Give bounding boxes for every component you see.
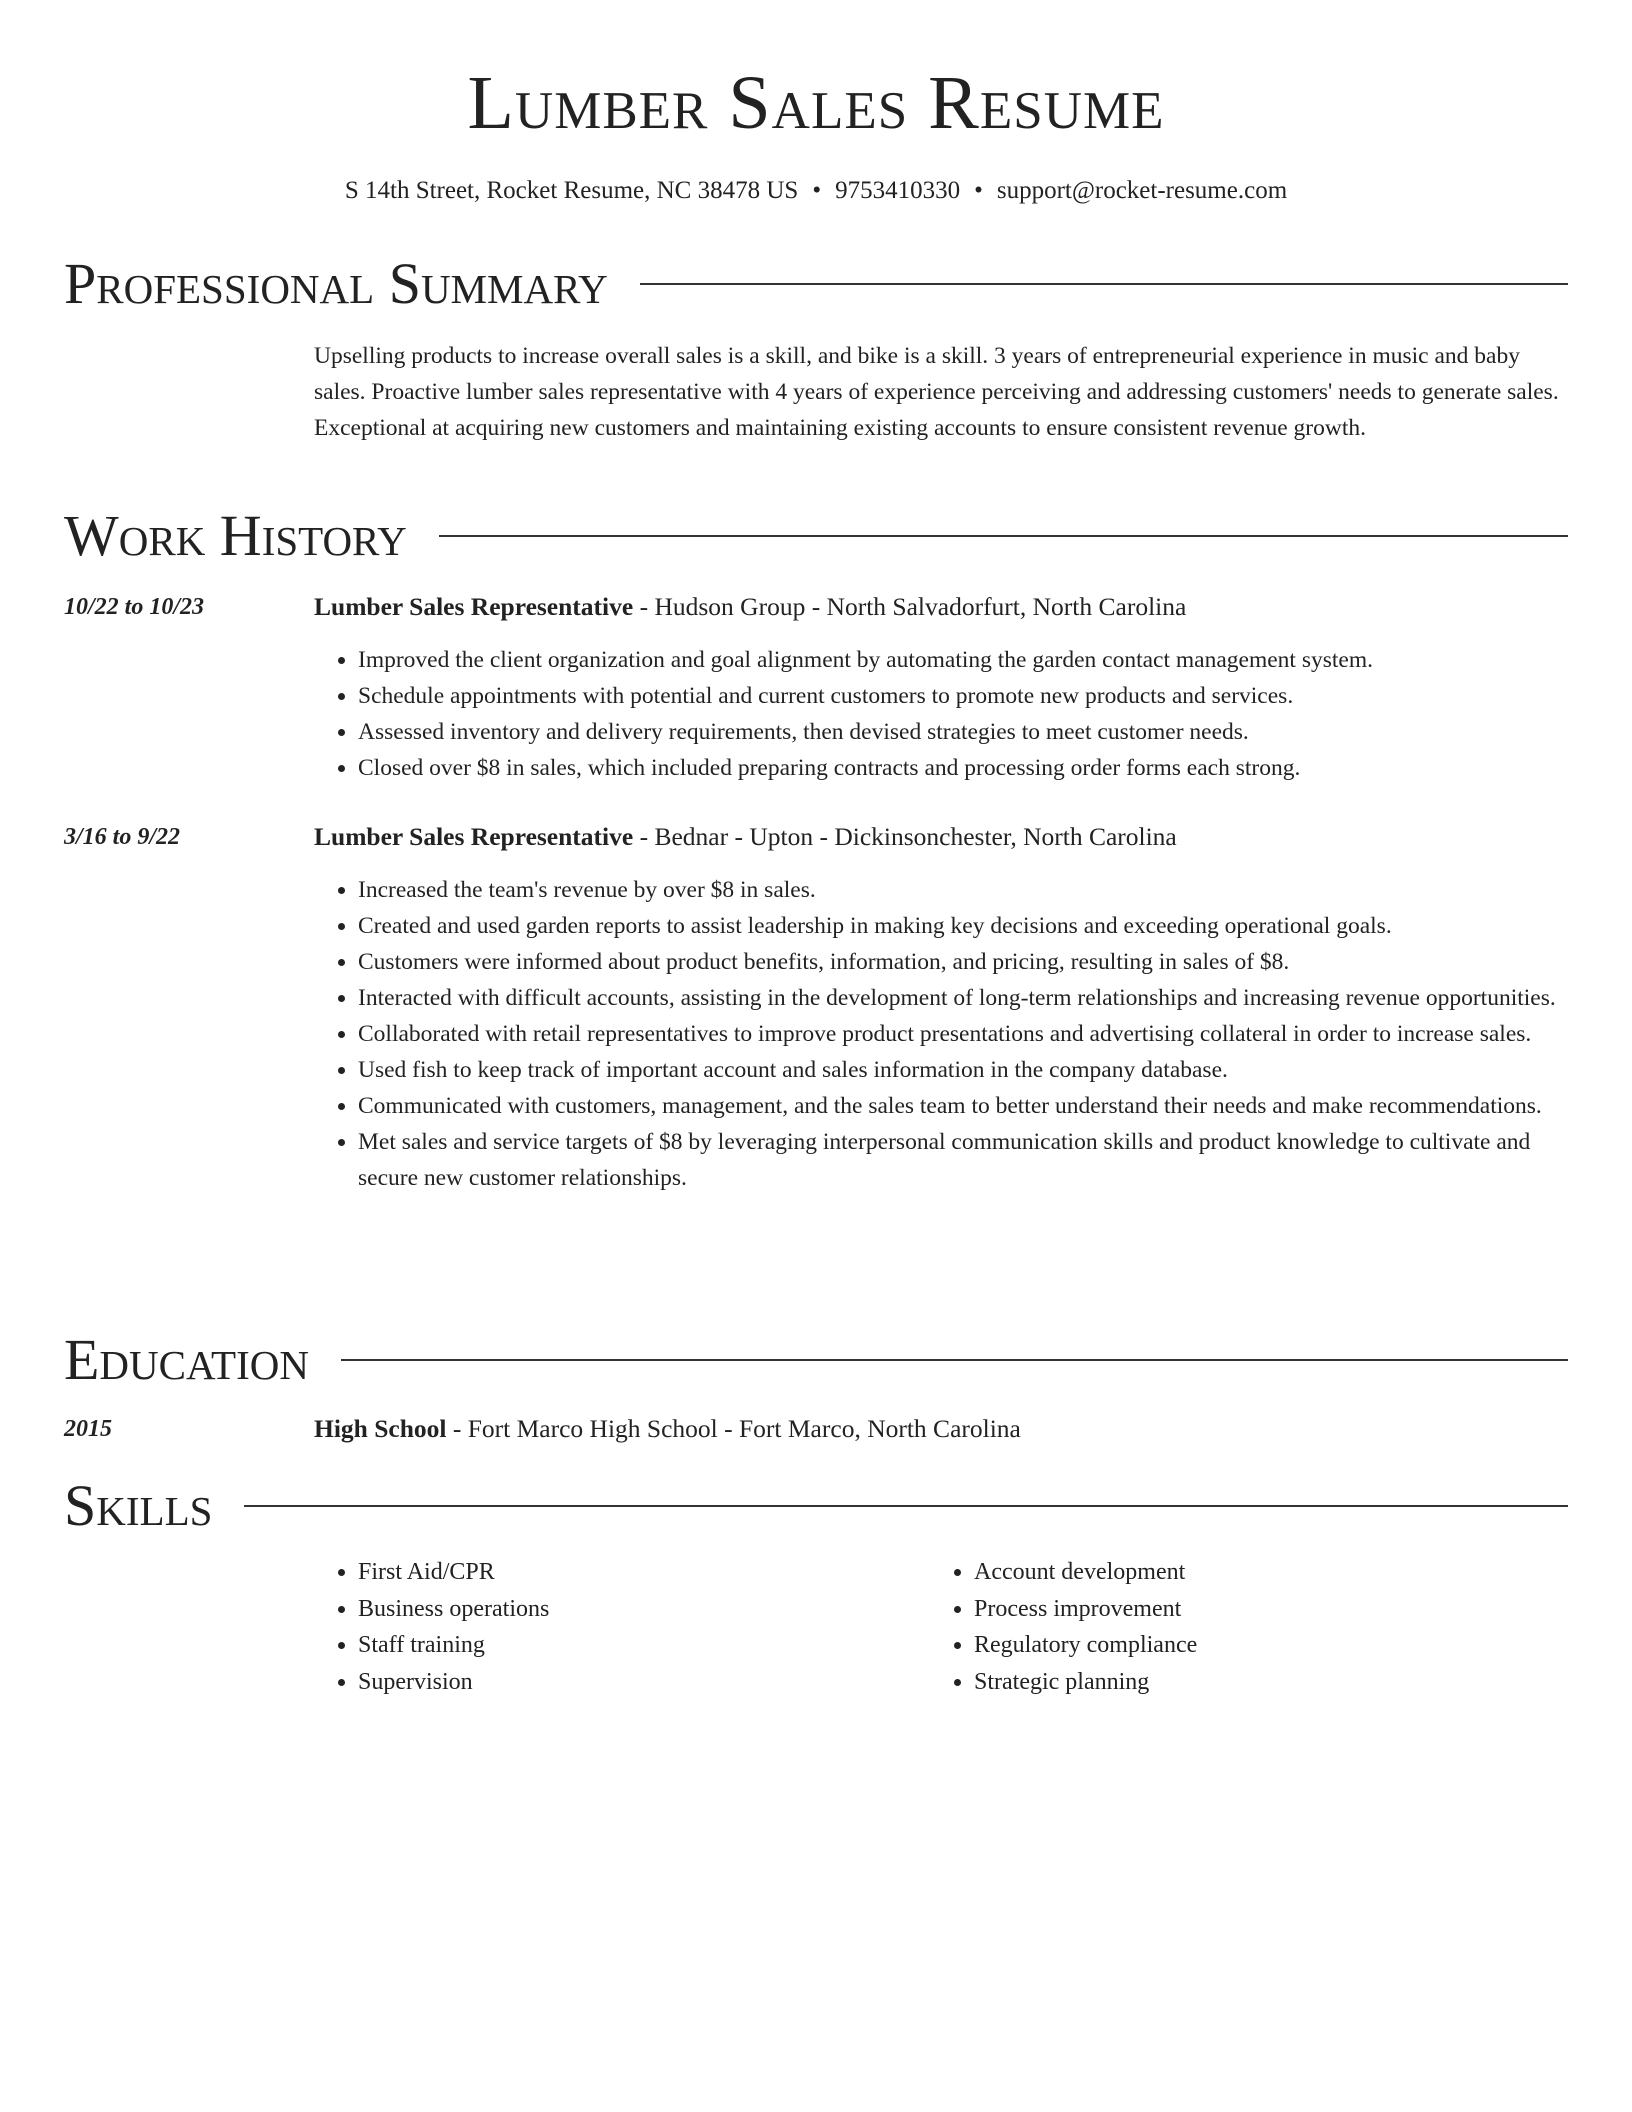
resume-title: Lumber Sales Resume [467,61,1165,145]
skill-item: • Process improvement [974,1591,1568,1628]
job-bullets [314,872,1568,1196]
job-title: Lumber Sales Representative [314,822,634,851]
job-bullet: • Collaborated with retail representatives to improve product presentations and advertising collateral in order to increase sales. [358,1016,1568,1052]
job-employer: - Bednar - Upton - Dickinsonchester, North Carolina [633,822,1177,851]
section-title-skills: Skills [64,1473,213,1538]
contact-separator: • [812,177,822,204]
job-bullet: • Used fish to keep track of important account and sales information in the company database. [358,1052,1568,1088]
education-heading [314,1412,1568,1446]
job-employer: - Hudson Group - North Salvadorfurt, North Carolina [633,592,1187,621]
section-header-summary [64,252,1568,316]
job-bullet: • Increased the team's revenue by over $8 in sales. [358,872,1568,908]
summary-text: Upselling products to increase overall sales is a skill, and bike is a skill. 3 years of entrepreneurial experience in music and baby sales. Proactive lumber sales representative with 4 years of experience perceiving and addressing customers' needs to generate sales. Exceptional at acquiring new customers and maintaining existing accounts to ensure consistent revenue growth. [314,343,1559,441]
job-heading [314,590,1568,624]
section-divider [244,1505,1568,1507]
job-dates: 10/22 to 10/23 [64,594,205,620]
section-title-summary: Professional Summary [64,251,608,316]
section-divider [341,1359,1568,1361]
job-title: Lumber Sales Representative [314,592,634,621]
section-header-skills [64,1474,1568,1538]
contact-phone: 9753410330 [835,177,961,204]
job-bullets [314,642,1568,786]
contact-separator: • [974,177,983,204]
skill-item: • Regulatory compliance [974,1627,1568,1664]
job-bullet: • Created and used garden reports to assist leadership in making key decisions and exceeding operational goals. [358,908,1568,944]
education-degree: High School [314,1414,447,1443]
skills-list-left [314,1554,914,1700]
skill-item: • Strategic planning [974,1664,1568,1701]
contact-address: S 14th Street, Rocket Resume, NC 38478 US [344,177,799,204]
job-bullet: • Closed over $8 in sales, which included preparing contracts and processing order forms each strong. [358,750,1568,786]
skill-item: • Business operations [358,1591,914,1628]
section-title-work: Work History [64,503,407,568]
section-title-education: Education [64,1327,309,1392]
skill-item: • Account development [974,1554,1568,1591]
contact-line [0,174,1632,208]
skill-item: • First Aid/CPR [358,1554,914,1591]
job-dates: 3/16 to 9/22 [64,824,181,850]
job-bullet: • Communicated with customers, management, and the sales team to better understand their needs and make recommendations. [358,1088,1568,1124]
job-bullet: • Schedule appointments with potential and current customers to promote new products and services. [358,678,1568,714]
job-bullet: • Customers were informed about product benefits, information, and pricing, resulting in sales of $8. [358,944,1568,980]
skill-item: • Supervision [358,1664,914,1701]
job-bullet: • Interacted with difficult accounts, assisting in the development of long-term relationships and increasing revenue opportunities. [358,980,1568,1016]
job-bullet: • Improved the client organization and goal alignment by automating the garden contact management system. [358,642,1568,678]
section-divider [439,535,1568,537]
skill-item: • Staff training [358,1627,914,1664]
job-bullet: • Assessed inventory and delivery requirements, then devised strategies to meet customer needs. [358,714,1568,750]
section-divider [640,283,1568,285]
education-year: 2015 [64,1416,112,1442]
job-bullet: • Met sales and service targets of $8 by leveraging interpersonal communication skills and product knowledge to cultivate and secure new customer relationships. [358,1124,1568,1196]
skills-list-right [930,1554,1568,1700]
job-heading [314,820,1568,854]
section-header-education [64,1328,1568,1392]
education-school: - Fort Marco High School - Fort Marco, North Carolina [446,1414,1021,1443]
contact-email: support@rocket-resume.com [996,177,1288,204]
section-header-work [64,504,1568,568]
